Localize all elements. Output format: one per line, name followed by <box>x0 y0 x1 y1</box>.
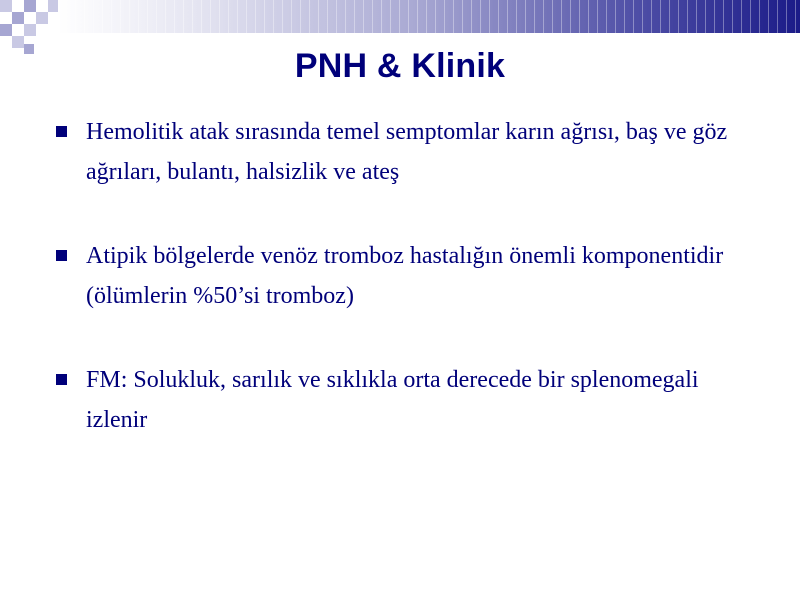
bullet-item <box>56 236 756 316</box>
bullet-text: Atipik bölgelerde venöz tromboz hastalığın önemli komponentidir (ölümlerin %50’si tromboz) <box>86 243 724 309</box>
square-bullet-icon <box>56 250 67 261</box>
top-band-stripes <box>58 0 800 33</box>
bullet-text: FM: Solukluk, sarılık ve sıklıkla orta derecede bir splenomegali izlenir <box>86 367 699 433</box>
square-bullet-icon <box>56 126 67 137</box>
square-bullet-icon <box>56 374 67 385</box>
bullet-item <box>56 112 756 192</box>
bullet-text: Hemolitik atak sırasında temel semptomlar karın ağrısı, baş ve göz ağrıları, bulantı, halsizlik ve ateş <box>86 119 728 185</box>
bullet-item <box>56 360 756 440</box>
slide-title: PNH & Klinik <box>294 47 506 85</box>
bullet-list <box>56 112 756 484</box>
